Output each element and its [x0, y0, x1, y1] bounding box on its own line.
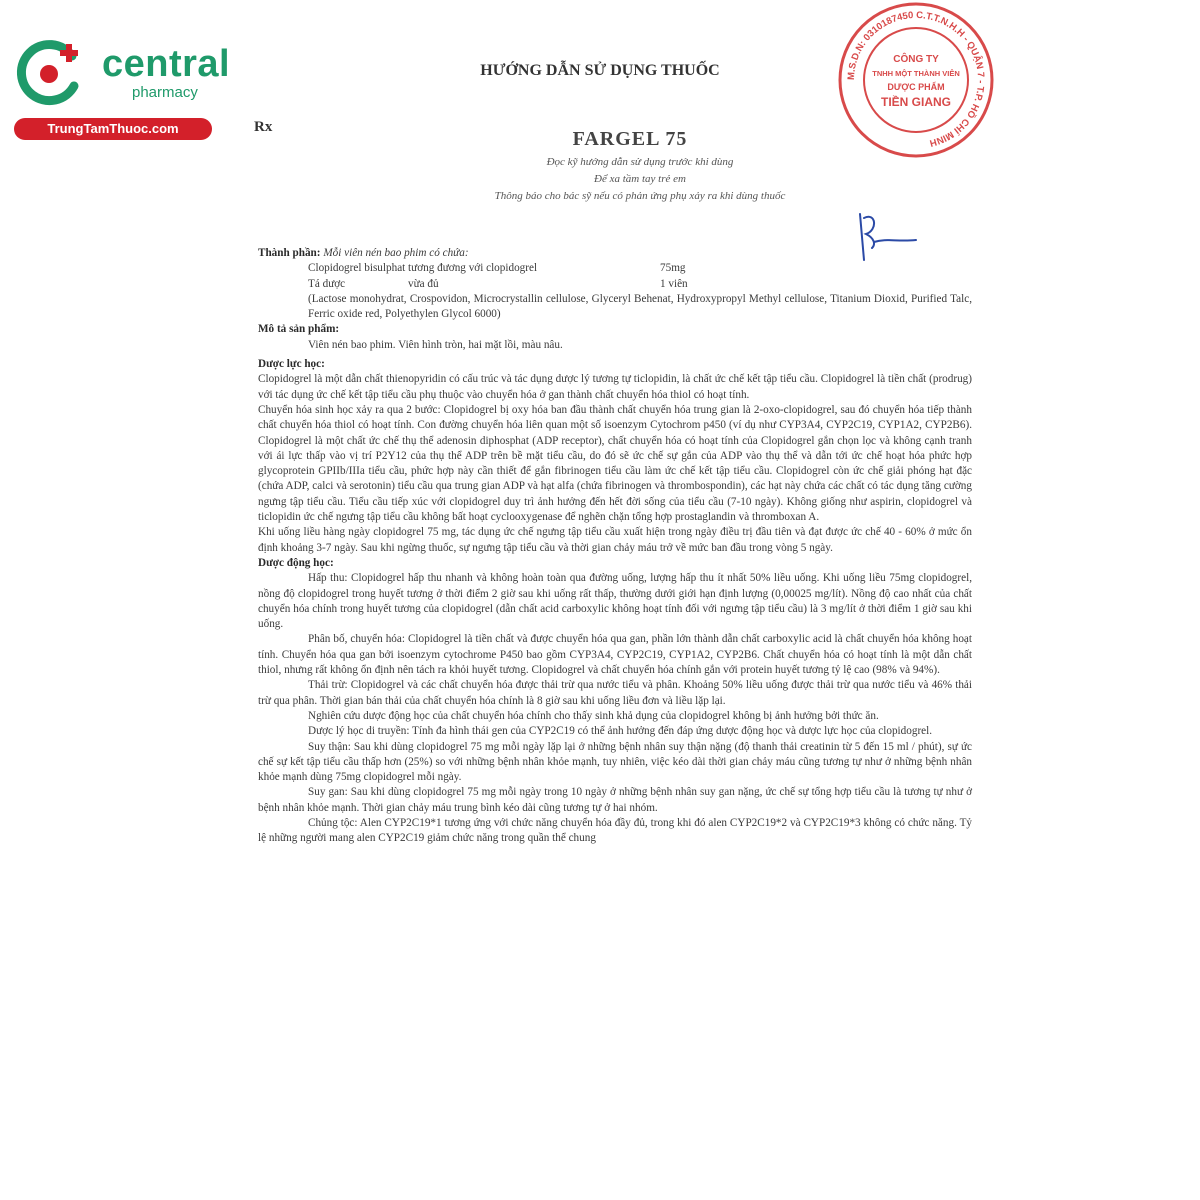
pharmacodynamics-p3: Khi uống liều hàng ngày clopidogrel 75 mg, tác dụng ức chế ngưng tập tiểu cầu xuất hiện trong ngày điều trị đầu tiên và đạt được ức chế 40 - 60% ở mức ổn định khoảng 3-7 ngày. Sau khi ngừng thuốc, sự ngưng tập tiểu cầu và thời gian chảy máu trở về mức ban đầu trong vòng 5 ngày. — [258, 526, 972, 554]
composition-label: Thành phần: — [258, 247, 321, 259]
pharmacokinetics-genetics: Dược lý học di truyền: Tính đa hình thái gen của CYP2C19 có thể ảnh hưởng đến đáp ứng dược động học và dược lực học của clopidogrel. — [308, 725, 933, 738]
warning-children: Để xa tầm tay trẻ em — [594, 173, 686, 185]
svg-text:TNHH MỘT THÀNH VIÊN: TNHH MỘT THÀNH VIÊN — [872, 69, 960, 78]
pharmacokinetics-race: Chủng tộc: Alen CYP2C19*1 tương ứng với chức năng chuyển hóa đầy đủ, trong khi đó alen CYP2C19*2 và CYP2C19*3 không có chức năng. Tỷ lệ những người mang alen CYP2C19 giảm chức năng trong quần thể chung — [258, 816, 972, 845]
excipient-qty2: 1 viên — [660, 277, 688, 290]
document-body — [258, 246, 972, 847]
active-ingredient: Clopidogrel bisulphat tương đương với clopidogrel — [308, 262, 538, 275]
pharmacokinetics-hepatic: Suy gan: Sau khi dùng clopidogrel 75 mg mỗi ngày trong 10 ngày ở những bệnh nhân suy gan nặng, ức chế sự tổng hợp tiểu cầu là tương tự như ở bệnh nhân khỏe mạnh. Thời gian chảy máu trung bình kéo dài cũng tương tự ở hai nhóm. — [258, 786, 972, 814]
central-pharmacy-logo — [14, 38, 231, 138]
logo-sub: pharmacy — [132, 84, 198, 101]
description-text: Viên nén bao phim. Viên hình tròn, hai mặt lồi, màu nâu. — [308, 338, 563, 351]
excipient-label: Tá dược — [308, 277, 346, 290]
composition-row — [258, 261, 972, 276]
logo-site-badge[interactable]: TrungTamThuoc.com — [14, 118, 212, 140]
logo-brand: central — [102, 43, 231, 85]
pharmacodynamics-label: Dược lực học: — [258, 358, 325, 371]
svg-text:M.S.D.N: 0310187450 C.T.T.N.H.: M.S.D.N: 0310187450 C.T.T.N.H.H - QUẬN 7 - T.P. HỒ CHÍ MINH — [845, 9, 987, 149]
pharmacokinetics-absorption: Hấp thu: Clopidogrel hấp thu nhanh và không hoàn toàn qua đường uống, lượng hấp thu ít nhất 50% liều uống. Khi uống liều 75mg clopidogrel, nồng độ clopidogrel trong huyết tương ở thời điểm 2 giờ sau khi uống rất thấp, thường dưới giới hạn định lượng (0,00025 mg/lít). Nồng độ cao nhất của chất chuyển hóa chính trong huyết tương của clopidogrel (dẫn chất acid carboxylic không hoạt tính đối với ngưng tập tiểu cầu) là 3 mg/lít ở thời điểm 1 giờ sau khi uống. — [258, 572, 972, 631]
excipient-qty: vừa đủ — [408, 277, 439, 290]
svg-text:CÔNG TY: CÔNG TY — [893, 54, 939, 65]
composition-intro: Mỗi viên nén bao phim có chứa: — [323, 247, 469, 259]
warning-report: Thông báo cho bác sỹ nếu có phản ứng phụ xảy ra khi dùng thuốc — [494, 190, 786, 202]
document-heading: HƯỚNG DẪN SỬ DỤNG THUỐC — [480, 62, 720, 79]
warning-read: Đọc kỹ hướng dẫn sử dụng trước khi dùng — [546, 156, 734, 168]
svg-text:TIỀN GIANG: TIỀN GIANG — [880, 95, 952, 109]
excipient-list: (Lactose monohydrat, Crospovidon, Microcrystallin cellulose, Glyceryl Behenat, Hydroxypropyl Methyl cellulose, Titanium Dioxid, Purified Talc, Ferric oxide red, Polyethylen Glycol 6000) — [308, 292, 972, 321]
pharmacokinetics-distribution: Phân bố, chuyển hóa: Clopidogrel là tiền chất và được chuyển hóa qua gan, phần lớn thành dẫn chất carboxylic acid là chất chuyển hóa không hoạt tính. Chuyển hóa qua gan bởi isoenzym cytochrome P450 bao gồm CYP3A4, CYP2C19, CYP1A2, CYP2B6. Chất chuyển hóa có hoạt tính là một dẫn chất thiol, nhưng rất không ổn định nên tách ra khỏi huyết tương. Clopidogrel và chất chuyển hóa chính gắn với protein huyết tương tỷ lệ cao (98% và 94%). — [258, 633, 972, 677]
pharmacodynamics-p1: Clopidogrel là một dẫn chất thienopyridin có cấu trúc và tác dụng dược lý tương tự ticlopidin, là chất ức chế kết tập tiểu cầu. Clopidogrel là tiền chất (prodrug) với tác dụng ức chế kết tập tiểu cầu phụ thuộc vào chuyển hóa ở gan thành chất chuyển hóa thiol có hoạt tính. — [258, 373, 972, 401]
company-stamp — [836, 0, 996, 160]
pharmacokinetics-label: Dược động học: — [258, 556, 334, 569]
pharmacokinetics-food: Nghiên cứu dược động học của chất chuyển hóa chính cho thấy sinh khả dụng của clopidogrel không bị ảnh hưởng bởi thức ăn. — [308, 709, 879, 722]
composition-row — [258, 277, 972, 292]
pharmacodynamics-p2: Chuyển hóa sinh học xảy ra qua 2 bước: Clopidogrel bị oxy hóa ban đầu thành chất chuyển hóa trung gian là 2-oxo-clopidogrel, sau đó chuyển hóa tiếp thành chất chuyển hóa thiol có hoạt tính. Con đường chuyển hóa liên quan một số isoenzym Cytochrom p450 (ví dụ như CYP3A4, CYP2C19, CYP1A2, CYP2B6). Clopidogrel là một chất ức chế thụ thể adenosin diphosphat (ADP receptor), chất chuyển hóa có hoạt tính của Clopidogrel gắn chọn lọc và không cạnh tranh với ái lực thấp vào vị trí P2Y12 của thụ thể ADP trên bề mặt tiểu cầu, do đó sẽ ức chế sự gắn của ADP vào thụ thể và dẫn tới ức chế hoạt hóa phức hợp glycoprotein GPIIb/IIIa tiểu cầu, phức hợp này cần thiết để gắn fibrinogen tiểu cầu làm ức chế kết tập tiểu cầu. Clopidogrel còn ức chế giải phóng hạt đặc (chứa ADP, calci và serotonin) tiểu cầu qua trung gian ADP và hạt alfa (chứa fibrinogen và thrombospondin), các hạt này chứa các chất có tác dụng tăng cường ngưng tập tiểu cầu. Tiểu cầu tiếp xúc với clopidogrel duy trì ảnh hưởng đến hết đời sống của tiểu cầu (7-10 ngày). Không giống như aspirin, clopidogrel và ticlopidin ức chế ngưng tập tiểu cầu không bất hoạt cyclooxygenase để nghẽn chặn tổng hợp prostaglandin và thromboxan A. — [258, 403, 972, 524]
pharmacokinetics-renal: Suy thận: Sau khi dùng clopidogrel 75 mg mỗi ngày lặp lại ở những bệnh nhân suy thận nặng (độ thanh thải creatinin từ 5 đến 15 ml / phút), sự ức chế sự kết tập tiểu cầu thấp hơn (25%) so với những bệnh nhân khỏe mạnh, tuy nhiên, việc kéo dài thời gian chảy máu cũng tương tự như ở những bệnh nhân khỏe mạnh dùng 75mg clopidogrel mỗi ngày. — [258, 740, 972, 784]
rx-mark: Rx — [254, 119, 273, 135]
description-label: Mô tả sản phẩm: — [258, 323, 340, 336]
svg-text:DƯỢC PHẨM: DƯỢC PHẨM — [887, 82, 945, 92]
central-logo-icon — [14, 38, 84, 108]
pharmacokinetics-elimination: Thải trừ: Clopidogrel và các chất chuyển hóa được thải trừ qua nước tiểu và phân. Khoảng 50% liều uống được thải trừ qua nước tiểu và 46% thải trừ qua phân. Thời gian bán thải của chất chuyển hóa chính là 8 giờ sau khi uống liều đơn và liều lặp lại. — [258, 679, 972, 707]
active-qty: 75mg — [660, 262, 686, 275]
product-name: FARGEL 75 — [572, 128, 688, 150]
